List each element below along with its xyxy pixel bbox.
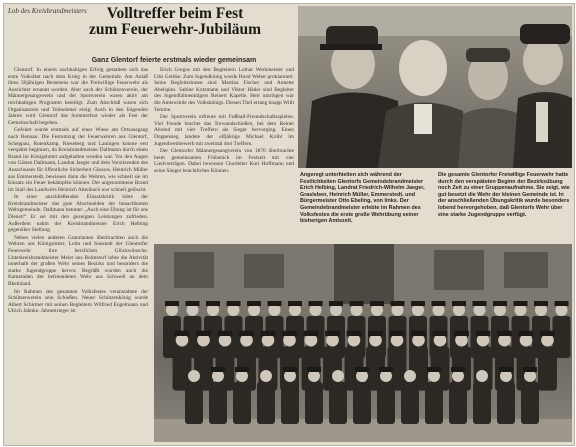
photo-caption-officials: Angeregt unterhielten sich während der Festlichkeiten Glentorfs Gemeindebrandmeister Erich Helbing, Landrat Friedrich-Wilhelm Jaeger, Grasleben, Heinrich Müller, Emmerstedt, und Bürgermeister Otto Ebeling, von links. Der Gemeindebrandmeister erlebte im Rahmen des Volksfestes die erste große Wehrübung seiner bisherigen Amtszeit. xyxy=(300,172,425,225)
paragraph: Erich Gregus mit den Begleitern Lothar Werkmeister und Udo Gethke. Zum Jugendkönig wurde Horst Weber proklamiert. Seine Begleiterinnen sind Martina Fischer und Annette Abelspies. Sabine Kotzmann und Viktor Häder sind Begleiter des Jugendfahnenträgers Reinert Kapelle. Herr umringen war die Amtswürde des Volkskönigs. Diesen Titel errang knapp Willi Temme. xyxy=(154,67,294,113)
paragraph: Gefeiert wurde erstmals auf einer Wiese am Ortsausgang nach Rennau. Die Festumzug der Feuerwehren aus Glentorf, Scheppau, Rotenkamp, Rieseberg und Lauingen konnte erst verspätet beginnen, da Kreisbrandmeister Dallmann durch einen Brand im Königslutter aufgehalten worden war. Vor den Augen von Gästen Dallmann, Landrat Jaeger und dem Vorsitzenden des Ausschusses für öffentliche Sicherheit Güssow, Heinrich Müller aus Emmerstedt, bewiesen dann die Wehren, wie schnell sie im Einsatz ein Feuer bekämpfen können. Der angenommene Brand im Stall des Landwirts Heinrich Altenbach war schnell gelöscht. xyxy=(8,127,148,193)
article-kicker: Lob des Kreisbrandmeisters xyxy=(8,7,87,15)
officials-photo-image xyxy=(298,6,572,168)
article-subhead: Ganz Glentorf feierte erstmals wieder gemeinsam xyxy=(91,57,257,64)
paragraph: In einer anschließenden Einsatzkritik lobte der Kreisbrandmeister das gute Abschneiden der benachbarten Wehrgemeinde. Dallmann betonte: „Auch eine Übung ist für uns Dienst!“ Er sei mit den gezeigten Leistungen zufrieden. Außerdem nahm der Kreisbrandmeister Erich Helbing gegenüber Stellung. xyxy=(8,194,148,234)
newspaper-clipping xyxy=(3,3,575,446)
paragraph: Im Rahmen des gesamten Volksfestes veranstaltete der Schützenverein sein Schießen. Neuer Schützenkönig wurde Albert Schirmer mit seinen Begleitern Wilfried Engelmann und Ulrich Jahnke. Jahnestrieger ist xyxy=(8,288,148,315)
article-headline xyxy=(60,6,290,38)
article-column-2 xyxy=(154,67,294,242)
article-column-1 xyxy=(8,67,148,443)
photo-caption-group: Die gesamte Glentorfer Freiwillige Feuerwehr hatte durch den verspäteten Beginn der Bezirksübung noch Zeit zu einer Gruppenaufnahme. Sie zeigt, wie gut besetzt die Wehr der kleinen Gemeinde ist. In der anschließenden Übungskritik wurde besonders lobend hervorgehoben, daß Glentorfs Wehr über eine starke Jugendgruppe verfügt. xyxy=(438,172,570,218)
headline-line-2: zum Feuerwehr-Jubiläum xyxy=(88,21,262,38)
paragraph: Glentorf. In einem nachhaltigen Erfolg gestaltete sich das erste Volksfest nach dem Krieg in der Gemeinde. Am Anlaß ihres 50jährigen Bestehens war die Freiwillige Feuerwehr als Ausrichter ernannt worden. Aber auch der Schützenverein, der Männergesangverein und der Sportverein waren aktiv am reichhaltigen Programm beteiligt. Zum Abschluß waren sich Organisatoren und Teilnehmer einig: Auch in den folgenden Jahren wird Glentorf das Sommerfest wieder als Fest der Gemeinschaft begehen. xyxy=(8,67,148,126)
paragraph: Der Sportverein erfreute mit Fußball-Freundschaftsspielen. Viel Freude brachte das Torwandschießen, bei dem Reiner Ahrend mit vier Treffern als Sieger hervorging. Einen Doppelsieg landete der elfjährige Michael Kröhl im Jugendwettbewerb mit zweimal drei Treffern. xyxy=(154,114,294,147)
paragraph: Der Glentorfer Männergesangverein von 1870 überbrachte beim gemeinsamen Frühstück im Festzelt mit vier Liedvorträgen. Dabei bewiesen Chorleiter Kurt Hoffmann und seine Sänger beachtliches Können. xyxy=(154,148,294,174)
headline-line-1: Volltreffer beim Fest xyxy=(106,5,244,22)
photo-fire-brigade-group xyxy=(154,244,572,442)
photo-officials-talking xyxy=(298,6,572,168)
paragraph: Neben vielen anderen Gratulanten überbrachten auch die Wehren aus Königslutter, Lelm und Sunstedt der Glentorfer Feuerwehr ihre herzlichen Glückwünsche. Unterkreisbrandmeister Meier aus Boimstorf lobte die Aktivität innerhalb der großen Wehr seines Bezirks und besonders die starke Jugendgruppe hervor. Begrüßt wurden auch die Kameraden der befreundeten Wehr aus Schwedt an dem Rheinland. xyxy=(8,234,148,287)
group-photo-image xyxy=(154,244,572,442)
